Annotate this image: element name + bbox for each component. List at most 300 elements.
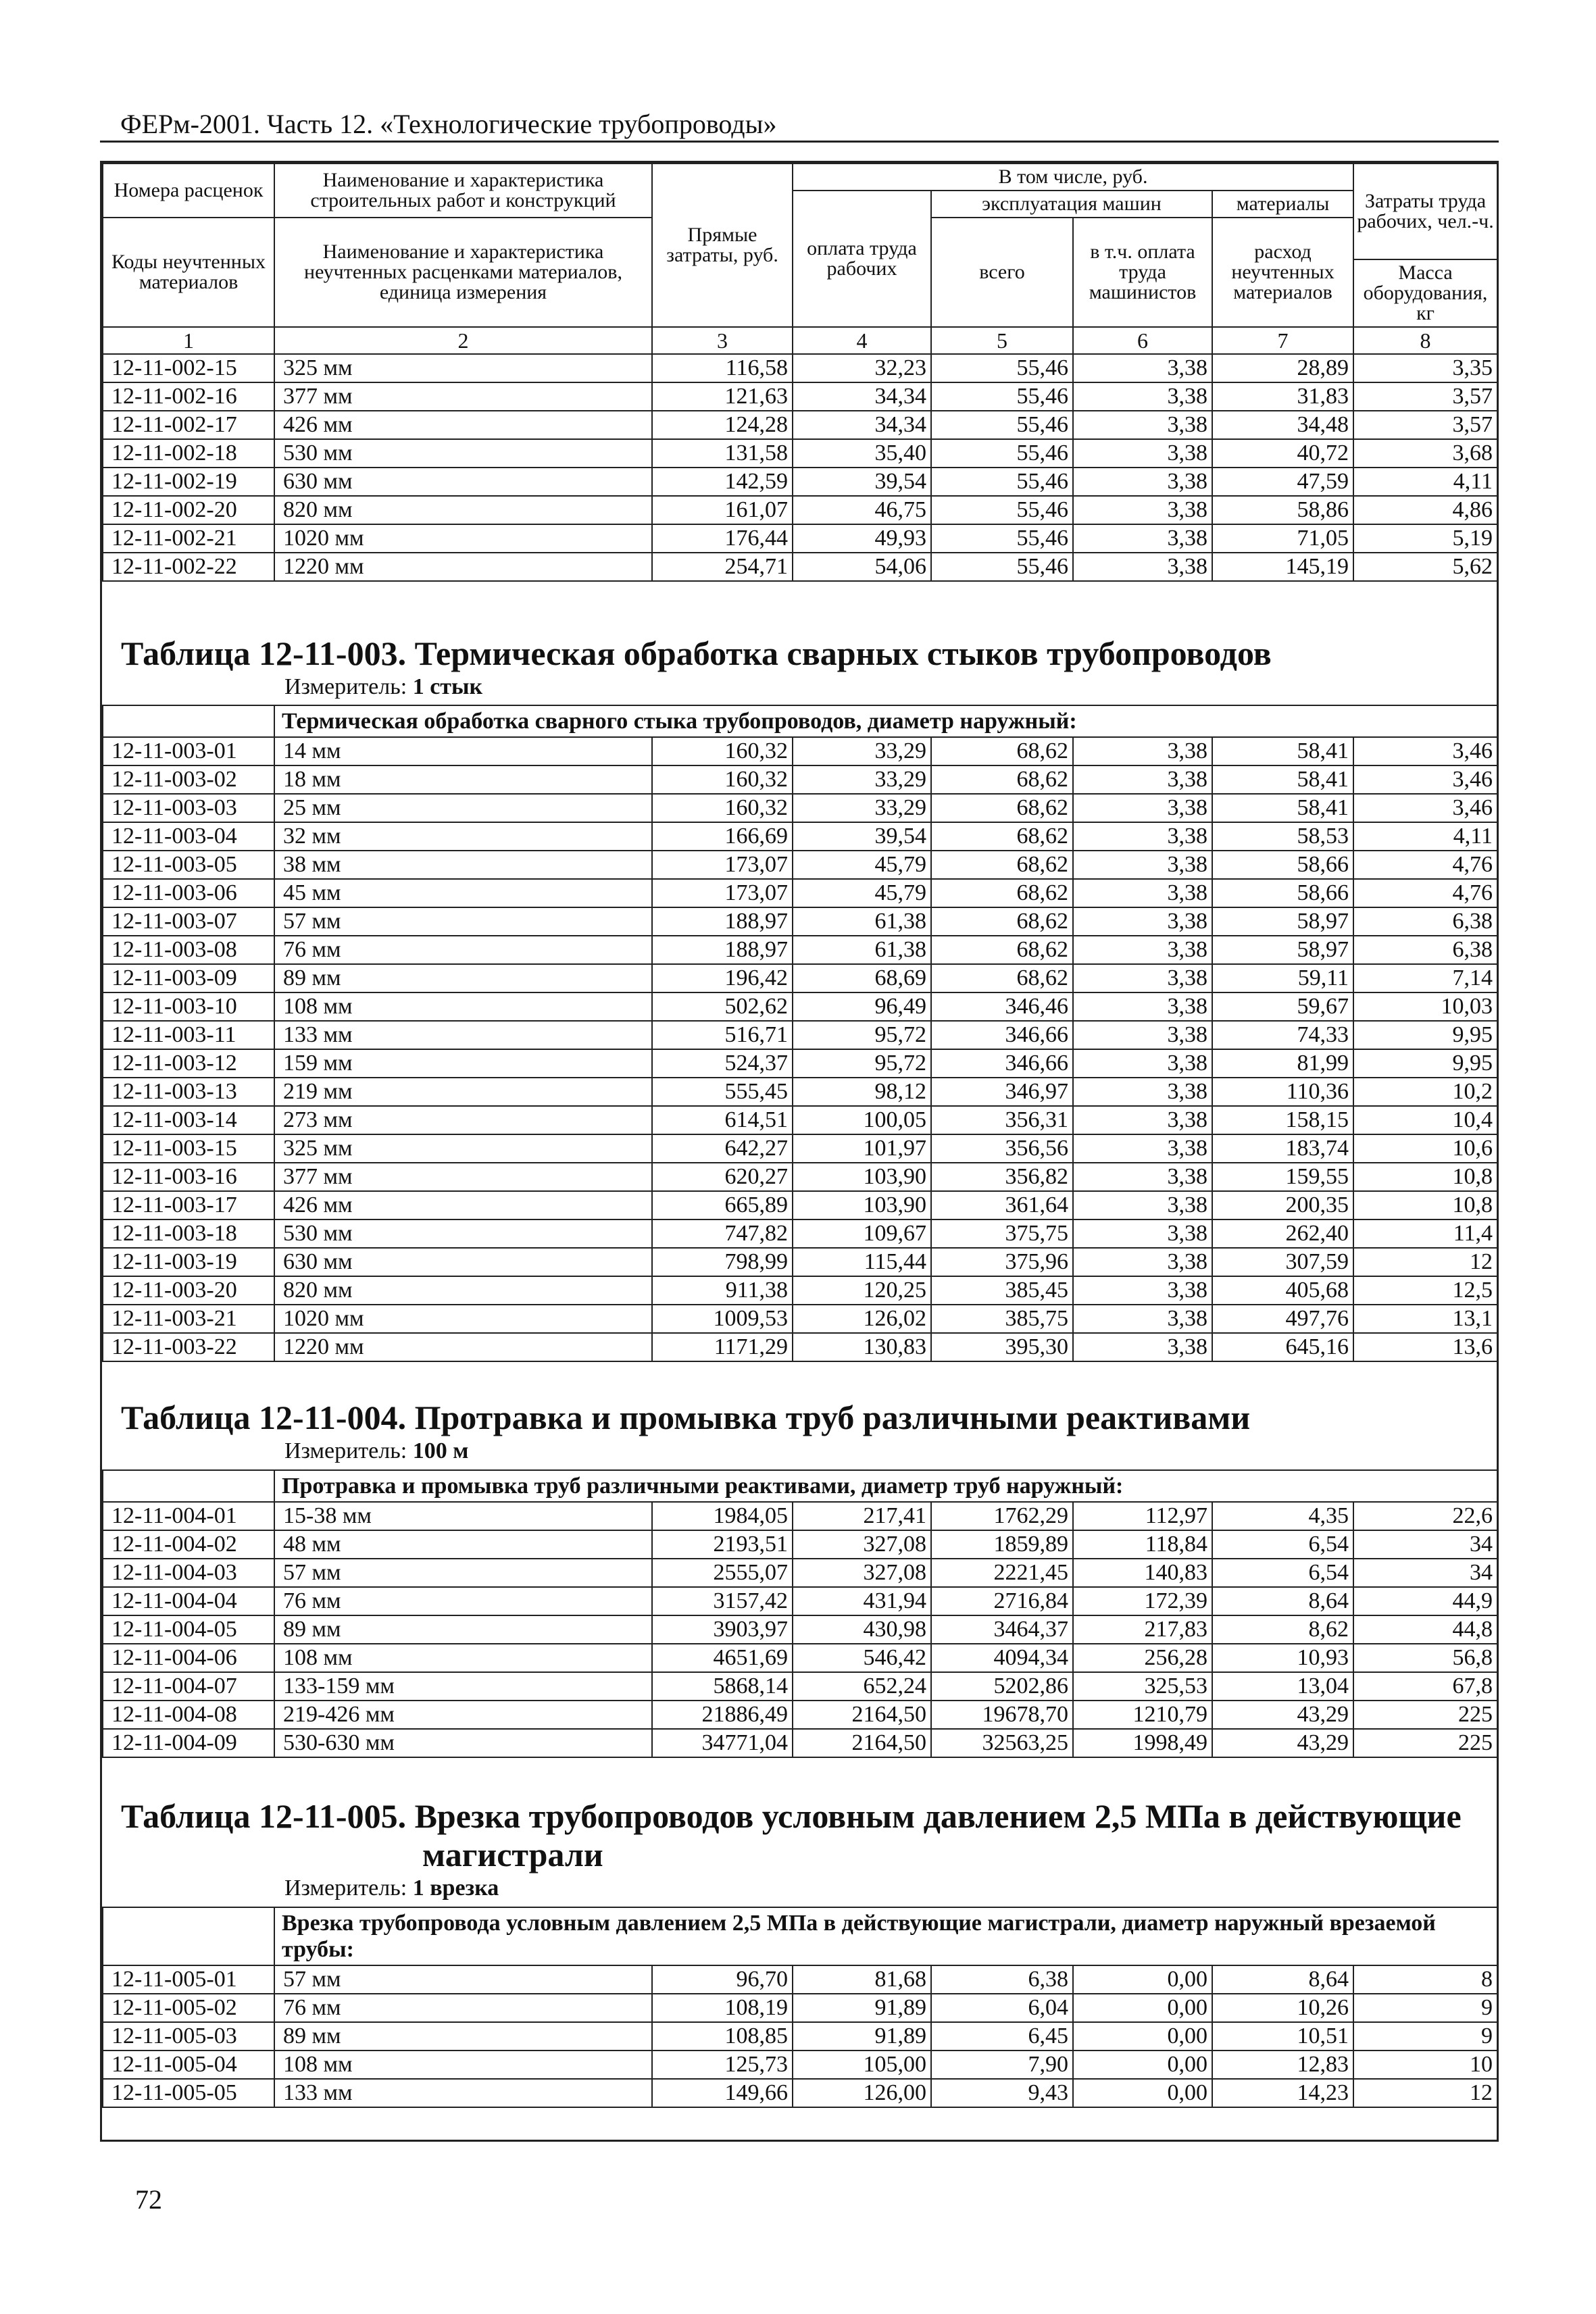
value-cell: 58,41 — [1212, 794, 1353, 822]
value-cell: 58,41 — [1212, 737, 1353, 765]
table-row — [103, 354, 1497, 382]
value-cell: 5,19 — [1353, 524, 1497, 553]
value-cell: 40,72 — [1212, 439, 1353, 468]
diameter-cell: 108 мм — [274, 992, 652, 1021]
value-cell: 58,86 — [1212, 496, 1353, 524]
rate-code-cell: 12-11-004-05 — [103, 1615, 274, 1644]
value-cell: 911,38 — [652, 1276, 793, 1305]
value-cell: 3,38 — [1073, 936, 1212, 964]
value-cell: 3,38 — [1073, 1219, 1212, 1248]
value-cell: 81,99 — [1212, 1049, 1353, 1078]
value-cell: 385,45 — [931, 1276, 1073, 1305]
value-cell: 3,38 — [1073, 1021, 1212, 1049]
value-cell: 58,66 — [1212, 851, 1353, 879]
value-cell: 56,8 — [1353, 1644, 1497, 1672]
value-cell: 3,38 — [1073, 1134, 1212, 1163]
value-cell: 34,48 — [1212, 411, 1353, 439]
value-cell: 68,62 — [931, 765, 1073, 794]
value-cell: 497,76 — [1212, 1305, 1353, 1333]
section-heading: Термическая обработка сварного стыка трубопроводов, диаметр наружный: — [274, 705, 1497, 737]
table-row — [103, 2022, 1497, 2051]
value-cell: 375,96 — [931, 1248, 1073, 1276]
value-cell: 103,90 — [793, 1163, 931, 1191]
rate-code-cell: 12-11-003-14 — [103, 1106, 274, 1134]
table-row — [103, 1502, 1497, 1530]
value-cell: 3,38 — [1073, 1248, 1212, 1276]
value-cell: 188,97 — [652, 936, 793, 964]
value-cell: 109,67 — [793, 1219, 931, 1248]
table-004-measure — [102, 1438, 1497, 1465]
rate-code-cell: 12-11-003-10 — [103, 992, 274, 1021]
table-row — [103, 794, 1497, 822]
value-cell: 21886,49 — [652, 1701, 793, 1729]
value-cell: 3,38 — [1073, 382, 1212, 411]
value-cell: 0,00 — [1073, 1965, 1212, 1994]
value-cell: 96,49 — [793, 992, 931, 1021]
value-cell: 2716,84 — [931, 1587, 1073, 1615]
table-003-body — [103, 737, 1497, 1361]
value-cell: 61,38 — [793, 907, 931, 936]
value-cell: 4,76 — [1353, 879, 1497, 907]
value-cell: 5202,86 — [931, 1672, 1073, 1701]
value-cell: 68,62 — [931, 794, 1073, 822]
value-cell: 8,64 — [1212, 1587, 1353, 1615]
value-cell: 3,38 — [1073, 354, 1212, 382]
value-cell: 5,62 — [1353, 553, 1497, 581]
table-row — [103, 1078, 1497, 1106]
value-cell: 6,38 — [1353, 936, 1497, 964]
value-cell: 196,42 — [652, 964, 793, 992]
value-cell: 61,38 — [793, 936, 931, 964]
rate-code-cell: 12-11-004-01 — [103, 1502, 274, 1530]
value-cell: 652,24 — [793, 1672, 931, 1701]
value-cell: 1171,29 — [652, 1333, 793, 1361]
value-cell: 431,94 — [793, 1587, 931, 1615]
value-cell: 6,45 — [931, 2022, 1073, 2051]
value-cell: 1859,89 — [931, 1530, 1073, 1559]
table-row — [103, 879, 1497, 907]
value-cell: 34 — [1353, 1530, 1497, 1559]
value-cell: 4,76 — [1353, 851, 1497, 879]
value-cell: 3,46 — [1353, 794, 1497, 822]
value-cell: 140,83 — [1073, 1559, 1212, 1587]
value-cell: 55,46 — [931, 496, 1073, 524]
value-cell: 2193,51 — [652, 1530, 793, 1559]
table-005-title-line2: магистрали — [422, 1836, 603, 1874]
value-cell: 160,32 — [652, 737, 793, 765]
header-rule — [100, 141, 1499, 143]
value-cell: 356,82 — [931, 1163, 1073, 1191]
value-cell: 12 — [1353, 2079, 1497, 2107]
diameter-cell: 530 мм — [274, 1219, 652, 1248]
table-row — [103, 1163, 1497, 1191]
value-cell: 116,58 — [652, 354, 793, 382]
value-cell: 3,38 — [1073, 1163, 1212, 1191]
header-equipment-mass: Масса оборудования, кг — [1353, 259, 1497, 327]
header-labor-pay: оплата труда рабочих — [793, 191, 931, 327]
value-cell: 502,62 — [652, 992, 793, 1021]
column-number: 1 — [103, 327, 274, 354]
value-cell: 120,25 — [793, 1276, 931, 1305]
rate-code-cell: 12-11-003-06 — [103, 879, 274, 907]
table-005 — [102, 1907, 1498, 2108]
diameter-cell: 1020 мм — [274, 1305, 652, 1333]
value-cell: 49,93 — [793, 524, 931, 553]
value-cell: 34,34 — [793, 382, 931, 411]
value-cell: 68,62 — [931, 737, 1073, 765]
value-cell: 3,38 — [1073, 468, 1212, 496]
value-cell: 307,59 — [1212, 1248, 1353, 1276]
column-numbers-row — [103, 327, 1497, 354]
value-cell: 33,29 — [793, 794, 931, 822]
value-cell: 0,00 — [1073, 2079, 1212, 2107]
value-cell: 3,38 — [1073, 964, 1212, 992]
value-cell: 58,66 — [1212, 879, 1353, 907]
rate-code-cell: 12-11-003-02 — [103, 765, 274, 794]
rate-code-cell: 12-11-003-16 — [103, 1163, 274, 1191]
table-row — [103, 964, 1497, 992]
value-cell: 4,35 — [1212, 1502, 1353, 1530]
value-cell: 405,68 — [1212, 1276, 1353, 1305]
value-cell: 10,2 — [1353, 1078, 1497, 1106]
value-cell: 375,75 — [931, 1219, 1073, 1248]
value-cell: 4,11 — [1353, 822, 1497, 851]
value-cell: 3,38 — [1073, 1276, 1212, 1305]
diameter-cell: 108 мм — [274, 1644, 652, 1672]
value-cell: 0,00 — [1073, 2022, 1212, 2051]
value-cell: 356,56 — [931, 1134, 1073, 1163]
header-machines: эксплуатация машин — [931, 191, 1212, 218]
header-labor-cost: Затраты труда рабочих, чел.-ч. — [1353, 164, 1497, 259]
rate-code-cell: 12-11-005-03 — [103, 2022, 274, 2051]
diameter-cell: 820 мм — [274, 496, 652, 524]
value-cell: 3,38 — [1073, 737, 1212, 765]
diameter-cell: 133 мм — [274, 2079, 652, 2107]
value-cell: 68,62 — [931, 936, 1073, 964]
value-cell: 159,55 — [1212, 1163, 1353, 1191]
value-cell: 346,46 — [931, 992, 1073, 1021]
table-row — [103, 1106, 1497, 1134]
table-row — [103, 851, 1497, 879]
measure-label: Измеритель: — [284, 1875, 413, 1901]
table-row — [103, 822, 1497, 851]
value-cell: 55,46 — [931, 354, 1073, 382]
value-cell: 125,73 — [652, 2051, 793, 2079]
value-cell: 3,38 — [1073, 992, 1212, 1021]
value-cell: 1210,79 — [1073, 1701, 1212, 1729]
value-cell: 3,57 — [1353, 411, 1497, 439]
header-including: В том числе, руб. — [793, 164, 1353, 191]
value-cell: 3,38 — [1073, 794, 1212, 822]
value-cell: 6,38 — [1353, 907, 1497, 936]
diameter-cell: 32 мм — [274, 822, 652, 851]
value-cell: 3,38 — [1073, 524, 1212, 553]
page-number: 72 — [135, 2184, 162, 2215]
table-005-title-line1: Таблица 12-11-005. Врезка трубопроводов условным давлением 2,5 МПа в действующие — [121, 1796, 1462, 1835]
table-row — [103, 992, 1497, 1021]
rate-code-cell: 12-11-004-08 — [103, 1701, 274, 1729]
rate-code-cell: 12-11-003-12 — [103, 1049, 274, 1078]
table-row — [103, 524, 1497, 553]
diameter-cell: 630 мм — [274, 1248, 652, 1276]
value-cell: 31,83 — [1212, 382, 1353, 411]
value-cell: 6,54 — [1212, 1530, 1353, 1559]
rate-code-cell: 12-11-002-22 — [103, 553, 274, 581]
value-cell: 3,38 — [1073, 1106, 1212, 1134]
value-cell: 12,83 — [1212, 2051, 1353, 2079]
value-cell: 161,07 — [652, 496, 793, 524]
table-row — [103, 1672, 1497, 1701]
table-row — [103, 2051, 1497, 2079]
rate-code-cell: 12-11-003-18 — [103, 1219, 274, 1248]
value-cell: 346,97 — [931, 1078, 1073, 1106]
value-cell: 217,83 — [1073, 1615, 1212, 1644]
value-cell: 149,66 — [652, 2079, 793, 2107]
rate-code-cell: 12-11-003-19 — [103, 1248, 274, 1276]
diameter-cell: 159 мм — [274, 1049, 652, 1078]
value-cell: 91,89 — [793, 2022, 931, 2051]
value-cell: 33,29 — [793, 765, 931, 794]
rate-code-cell: 12-11-003-17 — [103, 1191, 274, 1219]
value-cell: 28,89 — [1212, 354, 1353, 382]
table-004-title: Таблица 12-11-004. Протравка и промывка труб различными реактивами — [121, 1399, 1251, 1437]
value-cell: 225 — [1353, 1701, 1497, 1729]
rate-code-cell: 12-11-005-04 — [103, 2051, 274, 2079]
table-row — [103, 1965, 1497, 1994]
value-cell: 3,38 — [1073, 553, 1212, 581]
header-material-codes: Коды неучтенных материалов — [103, 218, 274, 327]
value-cell: 91,89 — [793, 1994, 931, 2022]
rate-code-cell: 12-11-002-19 — [103, 468, 274, 496]
diameter-cell: 377 мм — [274, 1163, 652, 1191]
value-cell: 68,62 — [931, 851, 1073, 879]
value-cell: 3,35 — [1353, 354, 1497, 382]
value-cell: 54,06 — [793, 553, 931, 581]
value-cell: 126,00 — [793, 2079, 931, 2107]
value-cell: 3,68 — [1353, 439, 1497, 468]
diameter-cell: 1220 мм — [274, 553, 652, 581]
value-cell: 10,51 — [1212, 2022, 1353, 2051]
header-direct-costs: Прямые затраты, руб. — [652, 164, 793, 327]
value-cell: 3,38 — [1073, 851, 1212, 879]
value-cell: 43,29 — [1212, 1701, 1353, 1729]
value-cell: 34 — [1353, 1559, 1497, 1587]
value-cell: 160,32 — [652, 765, 793, 794]
diameter-cell: 108 мм — [274, 2051, 652, 2079]
rate-code-cell: 12-11-003-01 — [103, 737, 274, 765]
value-cell: 3,38 — [1073, 1333, 1212, 1361]
value-cell: 9,95 — [1353, 1021, 1497, 1049]
header-material-names: Наименование и характеристика неучтенных расценками материалов, единица измерения — [274, 218, 652, 327]
column-number: 6 — [1073, 327, 1212, 354]
value-cell: 105,00 — [793, 2051, 931, 2079]
value-cell: 108,19 — [652, 1994, 793, 2022]
value-cell: 172,39 — [1073, 1587, 1212, 1615]
value-cell: 620,27 — [652, 1163, 793, 1191]
header-machines-total: всего — [931, 218, 1073, 327]
value-cell: 95,72 — [793, 1049, 931, 1078]
table-header — [103, 164, 1497, 354]
value-cell: 43,29 — [1212, 1729, 1353, 1757]
diameter-cell: 76 мм — [274, 936, 652, 964]
value-cell: 3903,97 — [652, 1615, 793, 1644]
header-rate-numbers: Номера расценок — [103, 164, 274, 218]
value-cell: 58,97 — [1212, 907, 1353, 936]
diameter-cell: 630 мм — [274, 468, 652, 496]
column-number: 4 — [793, 327, 931, 354]
value-cell: 55,46 — [931, 468, 1073, 496]
diameter-cell: 89 мм — [274, 2022, 652, 2051]
table-row — [103, 1333, 1497, 1361]
value-cell: 10 — [1353, 2051, 1497, 2079]
value-cell: 11,4 — [1353, 1219, 1497, 1248]
value-cell: 217,41 — [793, 1502, 931, 1530]
value-cell: 3,38 — [1073, 1049, 1212, 1078]
value-cell: 145,19 — [1212, 553, 1353, 581]
column-number: 2 — [274, 327, 652, 354]
value-cell: 555,45 — [652, 1078, 793, 1106]
running-head: ФЕРм-2001. Часть 12. «Технологические трубопроводы» — [120, 109, 777, 139]
measure-value: 1 стык — [412, 674, 483, 699]
section-heading: Протравка и промывка труб различными реактивами, диаметр труб наружный: — [274, 1470, 1497, 1502]
value-cell: 13,6 — [1353, 1333, 1497, 1361]
value-cell: 55,46 — [931, 553, 1073, 581]
value-cell: 100,05 — [793, 1106, 931, 1134]
value-cell: 68,62 — [931, 907, 1073, 936]
rate-code-cell: 12-11-004-04 — [103, 1587, 274, 1615]
rate-code-cell: 12-11-004-02 — [103, 1530, 274, 1559]
value-cell: 112,97 — [1073, 1502, 1212, 1530]
value-cell: 361,64 — [931, 1191, 1073, 1219]
table-row — [103, 1587, 1497, 1615]
value-cell: 1009,53 — [652, 1305, 793, 1333]
diameter-cell: 57 мм — [274, 1559, 652, 1587]
header-work-name: Наименование и характеристика строительных работ и конструкций — [274, 164, 652, 218]
rate-code-cell: 12-11-003-09 — [103, 964, 274, 992]
value-cell: 68,69 — [793, 964, 931, 992]
value-cell: 110,36 — [1212, 1078, 1353, 1106]
value-cell: 3,38 — [1073, 822, 1212, 851]
diameter-cell: 89 мм — [274, 964, 652, 992]
rate-code-cell: 12-11-002-15 — [103, 354, 274, 382]
value-cell: 4094,34 — [931, 1644, 1073, 1672]
main-table — [102, 163, 1498, 582]
value-cell: 9,95 — [1353, 1049, 1497, 1078]
value-cell: 142,59 — [652, 468, 793, 496]
value-cell: 34,34 — [793, 411, 931, 439]
table-row — [103, 1644, 1497, 1672]
header-materials: материалы — [1212, 191, 1353, 218]
diameter-cell: 38 мм — [274, 851, 652, 879]
value-cell: 3,46 — [1353, 765, 1497, 794]
value-cell: 96,70 — [652, 1965, 793, 1994]
value-cell: 0,00 — [1073, 1994, 1212, 2022]
measure-value: 100 м — [412, 1438, 469, 1463]
value-cell: 68,62 — [931, 879, 1073, 907]
diameter-cell: 219-426 мм — [274, 1701, 652, 1729]
value-cell: 44,8 — [1353, 1615, 1497, 1644]
diameter-cell: 377 мм — [274, 382, 652, 411]
diameter-cell: 273 мм — [274, 1106, 652, 1134]
rate-code-cell: 12-11-003-21 — [103, 1305, 274, 1333]
table-row — [103, 1729, 1497, 1757]
value-cell: 3,46 — [1353, 737, 1497, 765]
value-cell: 59,11 — [1212, 964, 1353, 992]
value-cell: 3464,37 — [931, 1615, 1073, 1644]
value-cell: 10,26 — [1212, 1994, 1353, 2022]
value-cell: 7,14 — [1353, 964, 1497, 992]
value-cell: 3,38 — [1073, 1191, 1212, 1219]
diameter-cell: 426 мм — [274, 411, 652, 439]
table-row — [103, 907, 1497, 936]
rate-code-cell: 12-11-003-08 — [103, 936, 274, 964]
value-cell: 4,11 — [1353, 468, 1497, 496]
value-cell: 12,5 — [1353, 1276, 1497, 1305]
value-cell: 67,8 — [1353, 1672, 1497, 1701]
column-number: 7 — [1212, 327, 1353, 354]
table-row — [103, 411, 1497, 439]
value-cell: 3,38 — [1073, 879, 1212, 907]
value-cell: 3157,42 — [652, 1587, 793, 1615]
table-row — [103, 1134, 1497, 1163]
value-cell: 68,62 — [931, 964, 1073, 992]
value-cell: 5868,14 — [652, 1672, 793, 1701]
value-cell: 2164,50 — [793, 1729, 931, 1757]
value-cell: 10,03 — [1353, 992, 1497, 1021]
value-cell: 39,54 — [793, 468, 931, 496]
table-row — [103, 1248, 1497, 1276]
measure-label: Измеритель: — [284, 1438, 413, 1463]
value-cell: 71,05 — [1212, 524, 1353, 553]
rate-code-cell: 12-11-003-11 — [103, 1021, 274, 1049]
value-cell: 22,6 — [1353, 1502, 1497, 1530]
diameter-cell: 45 мм — [274, 879, 652, 907]
value-cell: 68,62 — [931, 822, 1073, 851]
value-cell: 124,28 — [652, 411, 793, 439]
value-cell: 645,16 — [1212, 1333, 1353, 1361]
rate-code-cell: 12-11-002-16 — [103, 382, 274, 411]
rate-code-cell: 12-11-003-20 — [103, 1276, 274, 1305]
value-cell: 3,38 — [1073, 907, 1212, 936]
value-cell: 121,63 — [652, 382, 793, 411]
column-number: 3 — [652, 327, 793, 354]
value-cell: 6,38 — [931, 1965, 1073, 1994]
value-cell: 642,27 — [652, 1134, 793, 1163]
value-cell: 10,8 — [1353, 1191, 1497, 1219]
diameter-cell: 133-159 мм — [274, 1672, 652, 1701]
value-cell: 1762,29 — [931, 1502, 1073, 1530]
value-cell: 45,79 — [793, 879, 931, 907]
rate-code-cell: 12-11-002-20 — [103, 496, 274, 524]
value-cell: 6,54 — [1212, 1559, 1353, 1587]
table-004-body — [103, 1502, 1497, 1757]
value-cell: 346,66 — [931, 1021, 1073, 1049]
value-cell: 385,75 — [931, 1305, 1073, 1333]
value-cell: 173,07 — [652, 851, 793, 879]
value-cell: 4651,69 — [652, 1644, 793, 1672]
value-cell: 58,97 — [1212, 936, 1353, 964]
value-cell: 126,02 — [793, 1305, 931, 1333]
diameter-cell: 48 мм — [274, 1530, 652, 1559]
rate-code-cell: 12-11-003-22 — [103, 1333, 274, 1361]
value-cell: 356,31 — [931, 1106, 1073, 1134]
table-row — [103, 553, 1497, 581]
value-cell: 19678,70 — [931, 1701, 1073, 1729]
table-row — [103, 1021, 1497, 1049]
value-cell: 103,90 — [793, 1191, 931, 1219]
value-cell: 0,00 — [1073, 2051, 1212, 2079]
value-cell: 747,82 — [652, 1219, 793, 1248]
